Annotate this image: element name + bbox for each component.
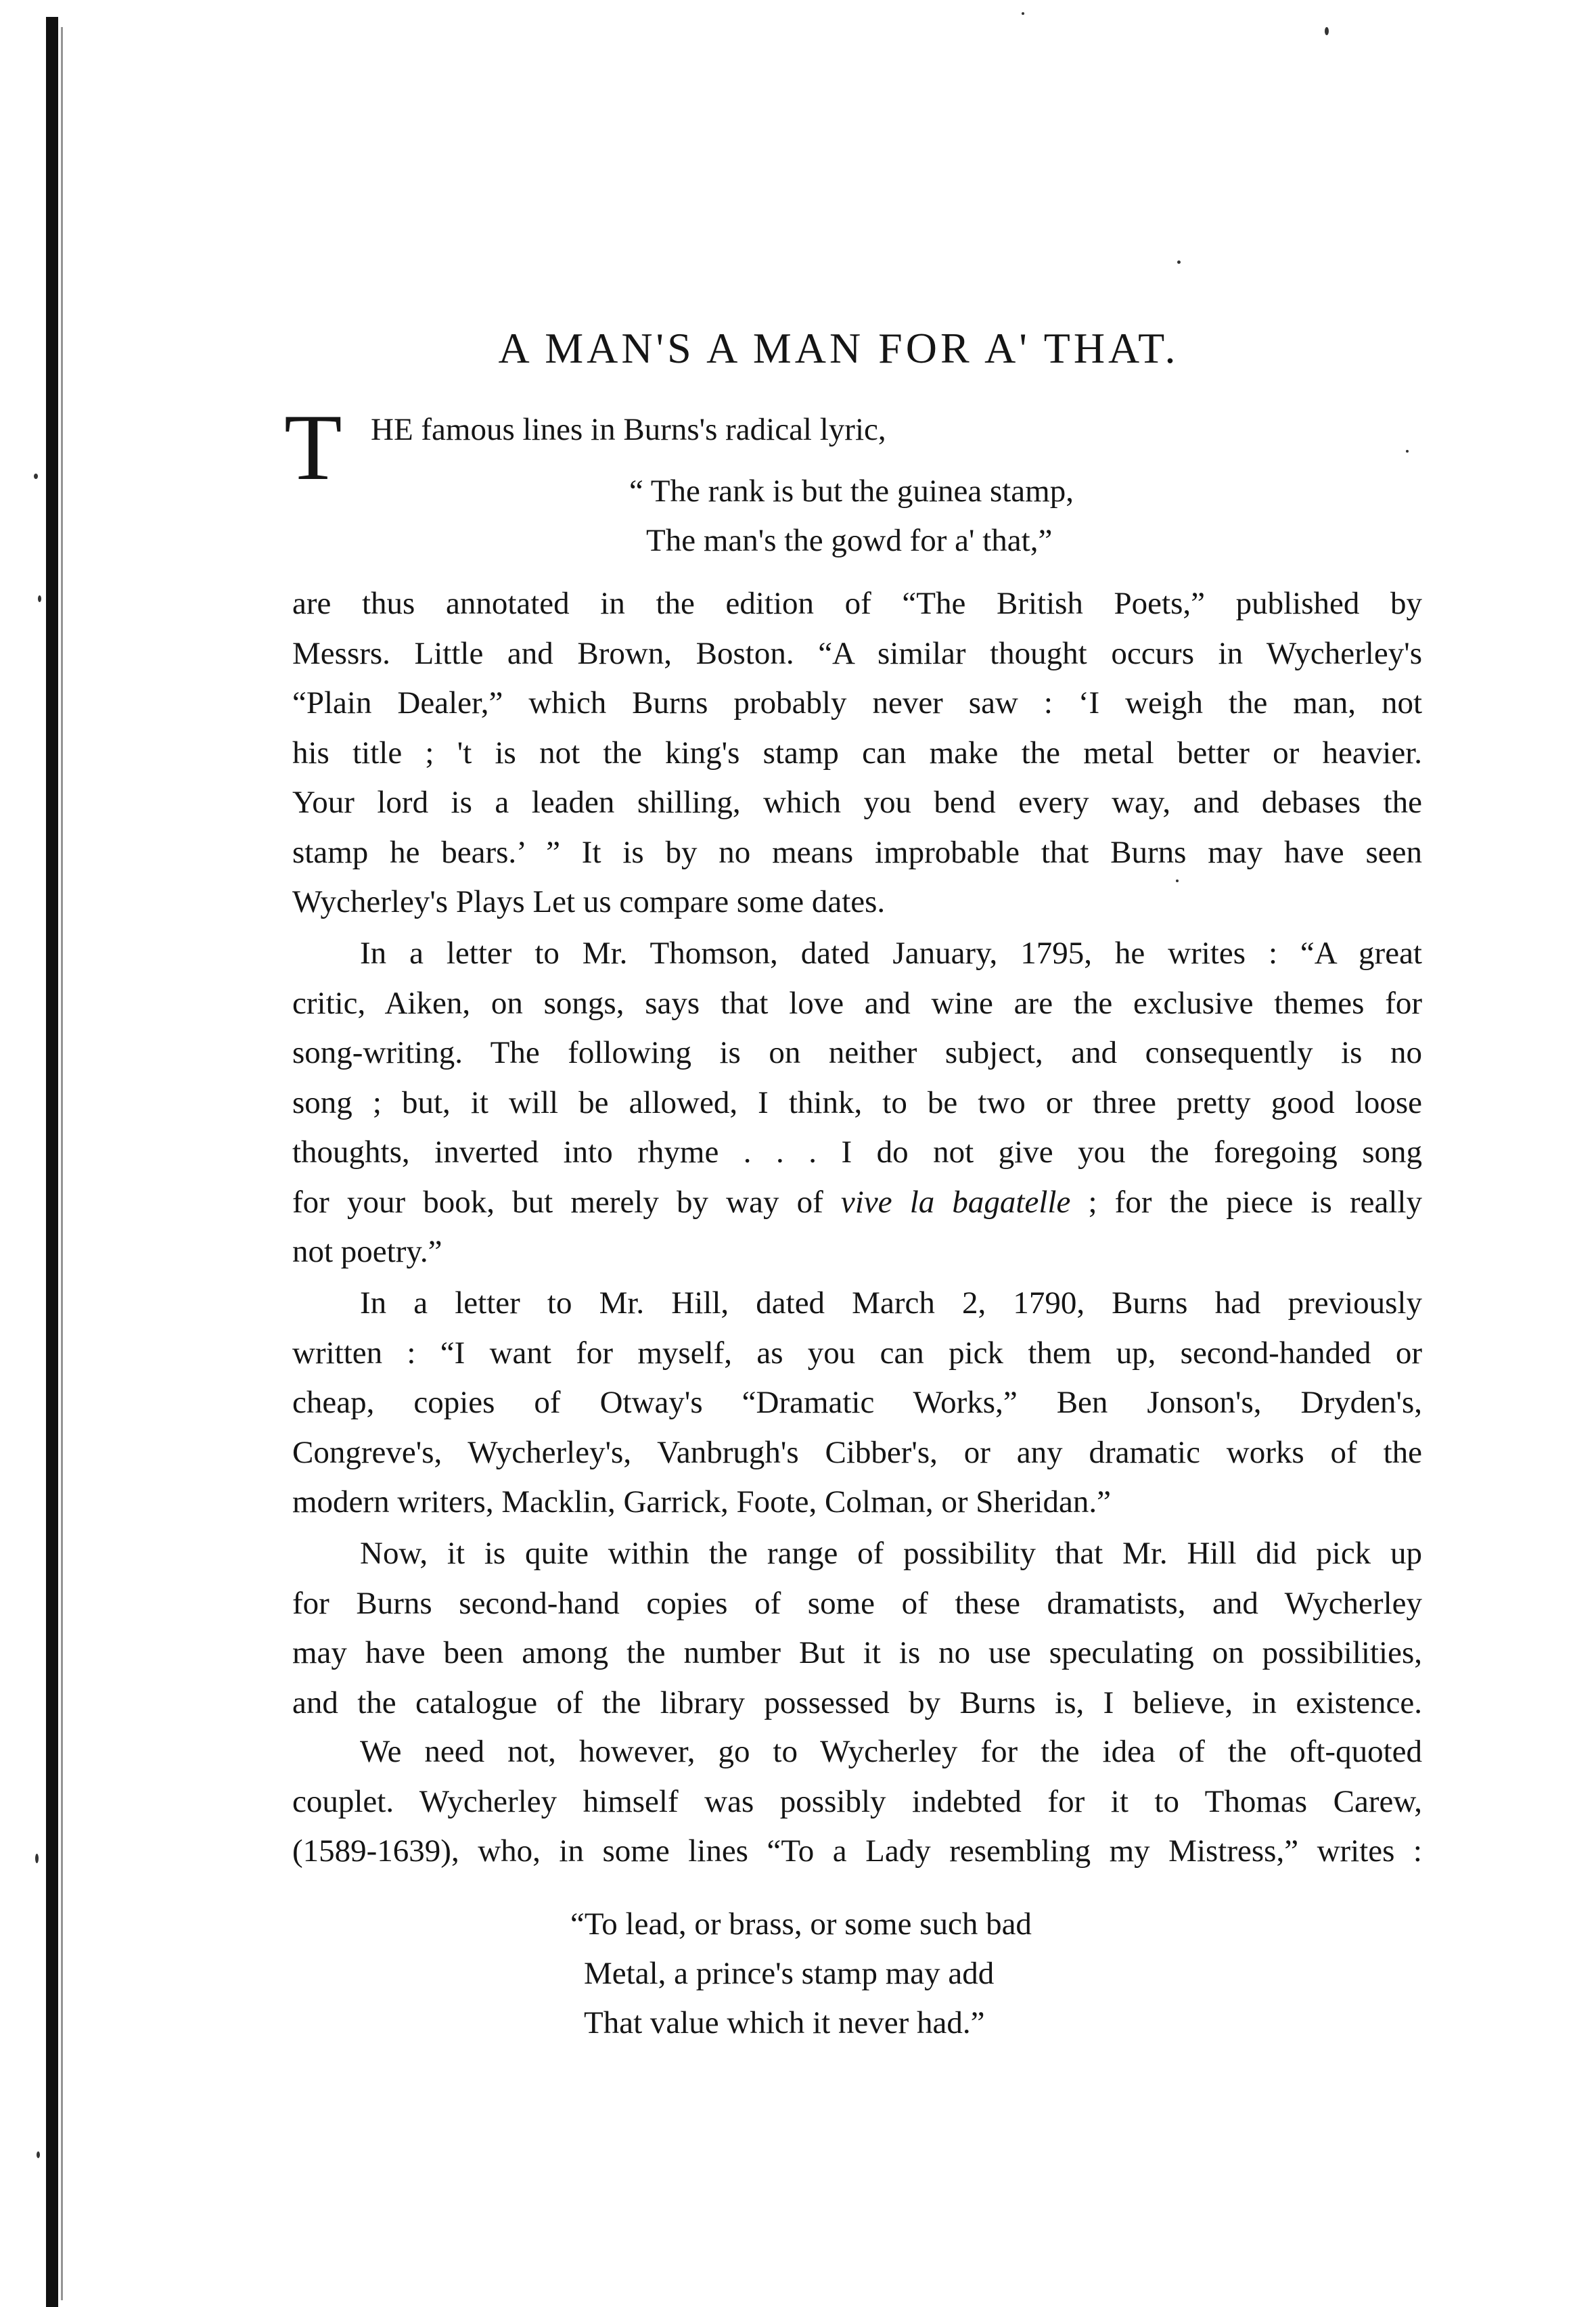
text-line: and the catalogue of the library possessed by Burns is, I believe, in existence.	[292, 1685, 1422, 1720]
text-line: song-writing. The following is on neither subject, and consequently is no	[292, 1035, 1422, 1070]
text-line: Now, it is quite within the range of possibility that Mr. Hill did pick up	[360, 1536, 1422, 1571]
text-line: stamp he bears.’ ” It is by no means improbable that Burns may have seen	[292, 834, 1422, 870]
scan-speck	[1177, 260, 1181, 264]
text-line: cheap, copies of Otway's “Dramatic Works,” Ben Jonson's, Dryden's,	[292, 1385, 1422, 1420]
text-line: not poetry.”	[292, 1234, 442, 1269]
text-line: Wycherley's Plays Let us compare some dates.	[292, 884, 886, 919]
text-line: song ; but, it will be allowed, I think, to be two or three pretty good loose	[292, 1084, 1422, 1120]
text-line: Messrs. Little and Brown, Boston. “A similar thought occurs in Wycherley's	[292, 635, 1422, 671]
text-line: critic, Aiken, on songs, says that love and wine are the exclusive themes for	[292, 985, 1422, 1021]
text-line: couplet. Wycherley himself was possibly indebted for it to Thomas Carew,	[292, 1783, 1422, 1819]
text-line: Congreve's, Wycherley's, Vanbrugh's Cibber's, or any dramatic works of the	[292, 1434, 1422, 1470]
text-line: his title ; 't is not the king's stamp can make the metal better or heavier.	[292, 735, 1422, 771]
paragraph	[292, 929, 1422, 1277]
verse-line: “To lead, or brass, or some such bad	[570, 1906, 1032, 1942]
opening-line: HE famous lines in Burns's radical lyric,	[371, 412, 886, 447]
text-line: thoughts, inverted into rhyme . . . I do not give you the foregoing song	[292, 1135, 1422, 1170]
paragraph	[292, 579, 1422, 928]
text-line: modern writers, Macklin, Garrick, Foote, Colman, or Sheridan.”	[292, 1484, 1111, 1520]
italic-phrase: vive la bagatelle	[840, 1184, 1071, 1220]
text-line: for Burns second-hand copies of some of these dramatists, and Wycherley	[292, 1585, 1422, 1621]
text-line: (1589-1639), who, in some lines “To a Lady resembling my Mistress,” writes :	[292, 1833, 1422, 1869]
text-line: may have been among the number But it is no use speculating on possibilities,	[292, 1635, 1422, 1670]
text-line: for your book, but merely by way of vive la bagatelle ; for the piece is really	[292, 1184, 1422, 1220]
scan-speck	[1406, 450, 1409, 453]
text-line: are thus annotated in the edition of “The British Poets,” published by	[292, 586, 1422, 621]
scan-speck	[1022, 12, 1024, 15]
scan-speck	[37, 2151, 40, 2158]
scan-speck	[1325, 27, 1329, 35]
text-line: written : “I want for myself, as you can pick them up, second-handed or	[292, 1335, 1422, 1371]
page-title: A MAN'S A MAN FOR A' THAT.	[498, 324, 1179, 372]
paragraph	[292, 1279, 1422, 1528]
text-line: We need not, however, go to Wycherley for the idea of the oft-quoted	[360, 1734, 1422, 1769]
text-line: Your lord is a leaden shilling, which you bend every way, and debases the	[292, 785, 1422, 820]
drop-cap: T	[284, 395, 342, 500]
scan-speck	[34, 474, 38, 479]
paragraph	[292, 1727, 1422, 1877]
text-line: In a letter to Mr. Hill, dated March 2, 1790, Burns had previously	[360, 1285, 1422, 1321]
verse-line: Metal, a prince's stamp may add	[584, 1956, 995, 1991]
verse-line: “ The rank is but the guinea stamp,	[629, 474, 1074, 509]
verse-line: That value which it never had.”	[584, 2005, 985, 2040]
scan-speck	[38, 595, 41, 602]
text-line: “Plain Dealer,” which Burns probably never saw : ‘I weigh the man, not	[292, 685, 1422, 721]
epigraph-verse	[629, 467, 1074, 566]
paragraph	[292, 1529, 1422, 1728]
scan-speck	[35, 1854, 39, 1863]
closing-verse	[570, 1900, 1032, 2048]
text-line: In a letter to Mr. Thomson, dated January, 1795, he writes : “A great	[360, 936, 1422, 971]
verse-line: The man's the gowd for a' that,”	[646, 523, 1053, 558]
